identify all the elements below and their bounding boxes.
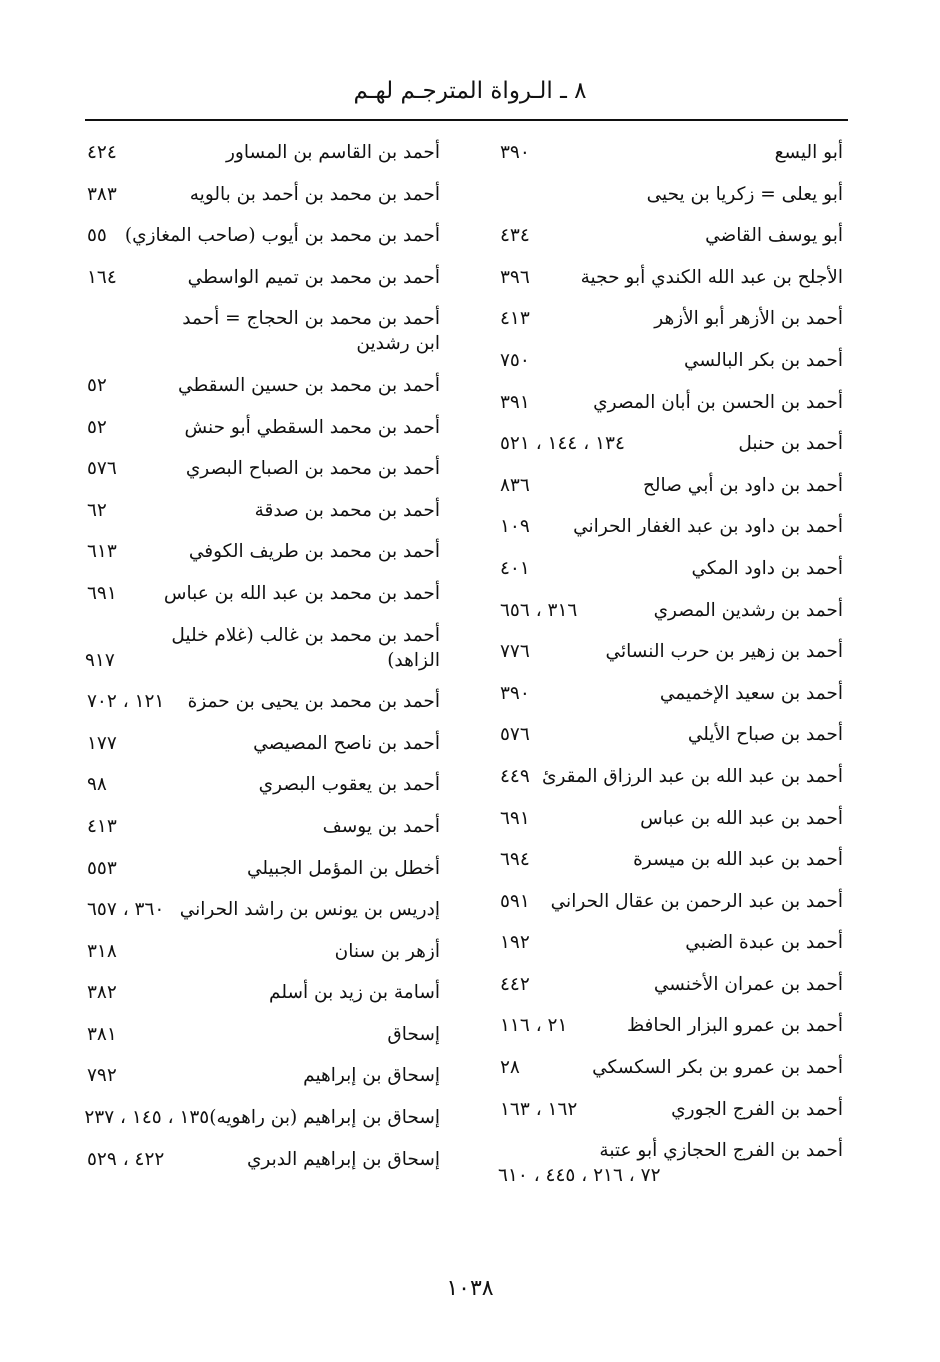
index-entry <box>498 598 843 623</box>
index-entry <box>85 223 440 248</box>
entry-name: أحمد بن عبد الله بن عبد الرزاق المقرئ <box>541 765 843 787</box>
index-entry <box>498 722 843 747</box>
index-entry <box>498 473 843 498</box>
entry-name: أحمد بن داود بن أبي صالح <box>642 474 843 496</box>
entry-page-refs: ٣٩٠ <box>500 682 530 704</box>
entry-page-refs: ٥٥ <box>87 225 107 247</box>
index-entry <box>498 306 843 331</box>
index-entry <box>85 856 440 881</box>
entry-name: أحمد بن بكر البالسي <box>684 349 843 371</box>
entry-name: أزهر بن سنان <box>334 940 440 962</box>
entry-name: أحمد بن ناصح المصيصي <box>253 732 440 754</box>
entry-name: أحمد بن سعيد الإخميمي <box>659 682 843 704</box>
index-entry <box>85 1022 440 1047</box>
entry-name: أحمد بن محمد بن عبد الله بن عباس <box>163 582 440 604</box>
entry-name: أحمد بن محمد بن الصباح البصري <box>185 458 440 480</box>
index-entry <box>85 731 440 756</box>
index-entry <box>498 223 843 248</box>
entry-page-refs: ٥٢ <box>87 374 107 396</box>
index-entry <box>85 897 440 922</box>
entry-name: أحمد بن الفرج الحجازي أبو عتبة <box>599 1140 843 1162</box>
index-entry <box>85 306 440 356</box>
index-entry <box>498 1097 843 1122</box>
entry-page-refs: ١٦٤ <box>87 266 117 288</box>
entry-name: إسحاق بن إبراهيم (بن راهويه) <box>209 1107 440 1129</box>
entry-page-refs: ٦٩١ <box>87 582 117 604</box>
entry-name: أحمد بن الفرج الجوري <box>671 1098 843 1120</box>
entry-page-refs: ٤١٣ <box>500 308 530 330</box>
entry-page-refs: ٣٨٣ <box>87 183 117 205</box>
entry-page-refs: ٦٩١ <box>500 807 530 829</box>
index-entry <box>85 623 440 673</box>
entry-name: إدريس بن يونس بن راشد الحراني <box>179 899 440 921</box>
entry-name: أحمد بن زهير بن حرب النسائي <box>605 641 843 663</box>
index-entry <box>85 581 440 606</box>
entry-name: أبو يوسف القاضي <box>705 225 843 247</box>
index-entry <box>85 182 440 207</box>
entry-continuation <box>85 331 440 356</box>
entry-page-refs: ٧٧٦ <box>500 641 530 663</box>
entry-page-refs: ٧٩٢ <box>87 1065 117 1087</box>
index-entry <box>85 498 440 523</box>
entry-name: أحمد بن محمد السقطي أبو حنش <box>184 416 440 438</box>
entry-name: أحمد بن محمد بن تميم الواسطي <box>187 266 440 288</box>
index-entry <box>498 930 843 955</box>
entry-name: أحمد بن محمد بن يحيى بن حمزة <box>187 691 440 713</box>
entry-name: الأجلح بن عبد الله الكندي أبو حجية <box>580 266 843 288</box>
entry-name: أحمد بن داود بن عبد الغفار الحراني <box>573 516 843 538</box>
entry-name: أحمد بن يعقوب البصري <box>258 774 440 796</box>
entry-name: أحمد بن عمرو بن بكر السكسكي <box>592 1057 843 1079</box>
entry-page-refs: ١٧٧ <box>87 732 117 754</box>
entry-name-continued: الزاهد) <box>387 649 440 671</box>
entry-name: أحمد بن محمد بن صدقة <box>254 499 440 521</box>
entry-page-refs: ٤٢٢ ، ٥٢٩ <box>87 1148 165 1170</box>
entry-page-refs: ٣١٨ <box>87 940 117 962</box>
entry-page-refs: ٤٣٤ <box>500 225 530 247</box>
index-entry <box>85 772 440 797</box>
entry-name: أحمد بن محمد بن طريف الكوفي <box>188 541 440 563</box>
index-entry <box>85 265 440 290</box>
index-entry <box>498 431 843 456</box>
entry-name: أحمد بن عبدة الضبي <box>685 932 843 954</box>
entry-name-continued: ابن رشدين <box>356 333 440 355</box>
index-entry <box>498 265 843 290</box>
entry-page-refs: ٣٩٠ <box>500 142 530 163</box>
index-entry <box>498 348 843 373</box>
entry-page-refs: ١٣٤ ، ١٤٤ ، ٥٢١ <box>500 433 625 455</box>
index-entry <box>85 456 440 481</box>
entry-name: أحمد بن الأزهر أبو الأزهر <box>654 308 843 330</box>
index-entry <box>85 1147 440 1172</box>
entry-page-refs: ٤٠١ <box>500 557 530 579</box>
entry-page-refs: ١٩٢ <box>500 932 530 954</box>
entry-page-refs: ٨٣٦ <box>500 474 530 496</box>
index-entry <box>498 140 843 165</box>
entry-name: أحمد بن القاسم بن المساور <box>225 142 440 163</box>
entry-page-refs: ٤١٣ <box>87 815 117 837</box>
entry-page-refs: ٥٩١ <box>500 890 530 912</box>
index-entry <box>498 1055 843 1080</box>
entry-name: أحمد بن محمد بن الحجاج = أحمد <box>182 308 440 330</box>
index-entry <box>498 681 843 706</box>
entry-name: أحمد بن عبد الله بن عباس <box>640 807 843 829</box>
header-rule <box>85 119 848 121</box>
index-entry <box>85 1105 440 1130</box>
index-entry <box>85 939 440 964</box>
entry-name: أحمد بن رشدين المصري <box>653 599 843 621</box>
entry-page-refs: ٥٧٦ <box>500 724 530 746</box>
index-entry <box>85 980 440 1005</box>
entry-page-refs: ٧٥٠ <box>500 349 530 371</box>
entry-page-refs: ٦٩٤ <box>500 849 530 871</box>
entry-name: أحمد بن عمران الأخنسي <box>653 973 843 995</box>
entry-page-refs: ٣١٦ ، ٦٥٦ <box>500 599 578 621</box>
entry-name: أحمد بن محمد بن أيوب (صاحب المغازي) <box>124 225 440 247</box>
entry-continuation <box>498 1163 843 1188</box>
entry-name: أبو اليسع <box>774 142 843 163</box>
entry-page-refs: ٦١٣ <box>87 541 117 563</box>
entry-name: أحمد بن صباح الأيلي <box>687 724 843 746</box>
entry-page-refs: ٥٢ <box>87 416 107 438</box>
entry-name: إسحاق بن إبراهيم <box>303 1065 440 1087</box>
entry-page-refs: ٣٩٦ <box>500 266 530 288</box>
index-entry <box>498 847 843 872</box>
entry-name: أحمد بن محمد بن غالب (غلام خليل <box>171 624 440 646</box>
entry-name: أبو يعلى = زكريا بن يحيى <box>646 183 843 205</box>
entry-name: أسامة بن زيد بن أسلم <box>269 982 440 1004</box>
index-entry <box>498 972 843 997</box>
index-entry <box>498 764 843 789</box>
index-column-right <box>498 140 843 1205</box>
entry-page-refs: ٥٧٦ <box>87 458 117 480</box>
index-entry <box>498 1013 843 1038</box>
entry-page-refs: ٦٢ <box>87 499 107 521</box>
entry-page-refs: ٥٥٣ <box>87 857 117 879</box>
index-column-left <box>85 140 440 1188</box>
entry-page-refs: ٤٤٢ <box>500 973 530 995</box>
entry-page-refs: ٤٢٤ <box>87 142 117 163</box>
entry-page-refs: ١٢١ ، ٧٠٢ <box>87 691 165 713</box>
page-number: ١٠٣٨ <box>446 1276 494 1301</box>
entry-continuation <box>85 648 440 673</box>
entry-name: أحمد بن الحسن بن أبان المصري <box>593 391 843 413</box>
index-entry <box>85 814 440 839</box>
entry-page-refs: ١٣٥ ، ١٤٥ ، ٢٣٧ <box>84 1107 210 1129</box>
index-entry <box>85 1063 440 1088</box>
entry-page-refs: ٩٨ <box>87 774 107 796</box>
index-entry <box>498 639 843 664</box>
entry-name: أحمد بن عبد الرحمن بن عقال الحراني <box>550 890 843 912</box>
index-entry <box>498 806 843 831</box>
index-entry <box>85 539 440 564</box>
index-entry <box>498 889 843 914</box>
index-entry <box>498 390 843 415</box>
entry-name: أحمد بن حنبل <box>738 433 843 455</box>
entry-page-refs: ٣٦٠ ، ٦٥٧ <box>87 899 165 921</box>
entry-name: أحمد بن عبد الله بن ميسرة <box>633 849 843 871</box>
entry-name: أحمد بن محمد بن حسين السقطي <box>178 374 440 396</box>
entry-page-refs: ٢١ ، ١١٦ <box>500 1015 568 1037</box>
entry-name: أحمد بن يوسف <box>322 815 440 837</box>
entry-name: إسحاق <box>387 1023 440 1045</box>
index-entry <box>85 373 440 398</box>
entry-page-refs: ١٠٩ <box>500 516 530 538</box>
index-entry <box>498 556 843 581</box>
entry-name: أحمد بن محمد بن أحمد بن بالويه <box>189 183 440 205</box>
index-entry <box>498 182 843 207</box>
entry-page-refs: ٣٨١ <box>87 1023 117 1045</box>
index-entry <box>85 140 440 165</box>
entry-name: أحمد بن داود المكي <box>691 557 843 579</box>
index-entry <box>498 1138 843 1188</box>
entry-name: إسحاق بن إبراهيم الدبري <box>246 1148 440 1170</box>
entry-name: أحمد بن عمرو البزار الحافظ <box>626 1015 843 1037</box>
entry-page-refs: ٣٨٢ <box>87 982 117 1004</box>
index-entry <box>498 514 843 539</box>
entry-page-refs: ٣٩١ <box>500 391 530 413</box>
index-entry <box>85 415 440 440</box>
entry-page-refs: ١٦٢ ، ١٦٣ <box>500 1098 578 1120</box>
entry-page-refs: ٢٨ <box>500 1057 520 1079</box>
entry-name: أخطل بن المؤمل الجبيلي <box>246 857 440 879</box>
page-header-title: ٨ ـ الـرواة المترجـم لهـم <box>353 78 587 104</box>
entry-page-refs: ٧٢ ، ٢١٦ ، ٤٤٥ ، ٦١٠ <box>498 1165 661 1187</box>
index-entry <box>85 689 440 714</box>
entry-page-refs: ٩١٧ <box>85 649 115 671</box>
entry-page-refs: ٤٤٩ <box>500 765 530 787</box>
